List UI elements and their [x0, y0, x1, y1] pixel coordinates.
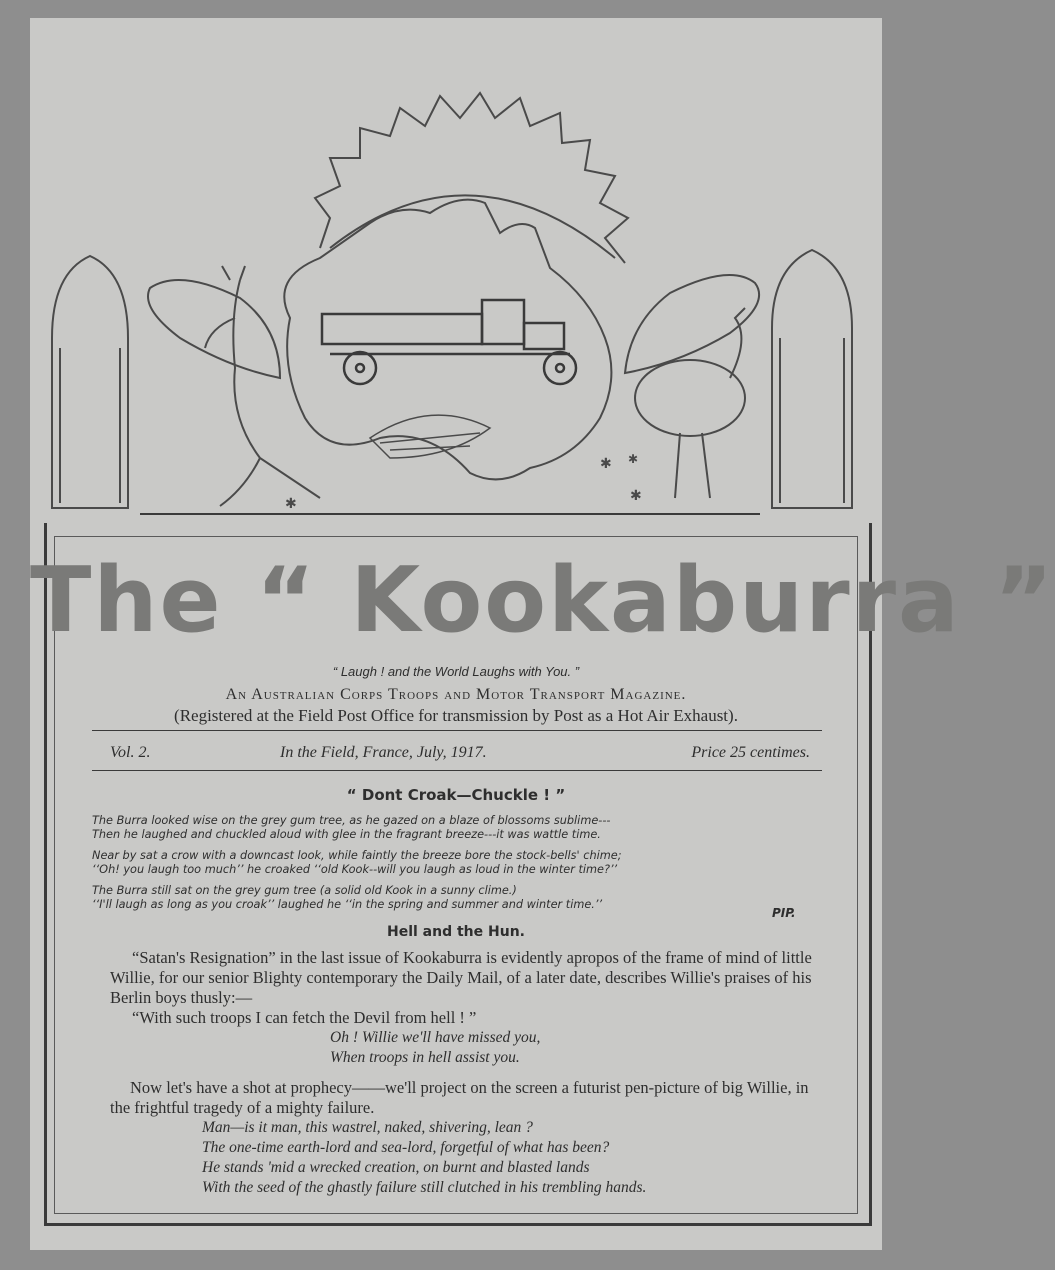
volume-label: Vol. 2. [110, 744, 151, 761]
magazine-page [30, 18, 1055, 1250]
southern-cross-icon [285, 452, 642, 512]
poem-title: “ Dont Croak—Chuckle ! ” [346, 786, 566, 804]
registration-note: (Registered at the Field Post Office for transmission by Post as a Hot Air Exhaust). [174, 706, 738, 725]
propeller-left-icon [148, 280, 280, 378]
poem-line: The Burra still sat on the grey gum tree (a solid old Kook in a sunny clime.) [92, 884, 517, 897]
shell-left-icon [52, 256, 128, 508]
svg-text:✱: ✱ [628, 452, 639, 466]
price-label: Price 25 centimes. [691, 744, 810, 761]
svg-text:✱: ✱ [285, 497, 297, 512]
rule-top [92, 730, 822, 731]
australia-map-icon [284, 200, 611, 480]
rising-sun-icon [315, 93, 628, 263]
kangaroo-icon [205, 266, 320, 506]
verse-line: When troops in hell assist you. [330, 1049, 520, 1066]
shell-right-icon [772, 250, 852, 508]
verse-line: He stands 'mid a wrecked creation, on burnt and blasted lands [202, 1159, 590, 1176]
article-paragraph: Now let's have a shot at prophecy——we'll project on the screen a futurist pen-picture of big Willie, in the frightful tragedy of a mighty failure. [110, 1078, 809, 1117]
verse-line: Man—is it man, this wastrel, naked, shivering, lean ? [202, 1119, 533, 1136]
poem-line: Near by sat a crow with a downcast look, while faintly the breeze bore the stock-bells' chime; [92, 849, 622, 862]
poem-line: ‘‘Oh! you laugh too much’’ he croaked ‘‘old Kook--will you laugh as loud in the winter time?’’ [92, 863, 618, 876]
place-date-label: In the Field, France, July, 1917. [280, 744, 487, 761]
masthead-motto: “ Laugh ! and the World Laughs with You. ” [332, 664, 580, 679]
poem-body [92, 814, 832, 912]
masthead-illustration [30, 18, 882, 528]
poem-line: ‘‘I'll laugh as long as you croak’’ laughed he ‘‘in the spring and summer and winter time.’’ [92, 898, 603, 911]
poem-signature: PIP. [772, 906, 796, 920]
masthead-subtitle: An Australian Corps Troops and Motor Transport Magazine. [225, 686, 687, 703]
article-title: Hell and the Hun. [387, 924, 525, 940]
verse-line: Oh ! Willie we'll have missed you, [330, 1029, 541, 1046]
emu-icon [635, 308, 745, 498]
verse-line: With the seed of the ghastly failure still clutched in his trembling hands. [202, 1179, 647, 1196]
truck-icon [322, 300, 576, 384]
poem-line: Then he laughed and chuckled aloud with glee in the fragrant breeze---it was wattle time. [92, 828, 601, 841]
article-body [110, 948, 830, 1198]
svg-text:✱: ✱ [600, 457, 612, 472]
article-paragraph: “Satan's Resignation” in the last issue of Kookaburra is evidently apropos of the frame of mind of little Willie, for our senior Blighty contemporary the Daily Mail, of a later date, describes Willie's praises of his Berlin boys thusly:— [110, 948, 812, 1007]
verse-line: The one-time earth-lord and sea-lord, forgetful of what has been? [202, 1139, 610, 1156]
poem-line: The Burra looked wise on the grey gum tree, as he gazed on a blaze of blossoms sublime--- [92, 814, 611, 827]
svg-text:✱: ✱ [630, 489, 642, 504]
article-quote: “With such troops I can fetch the Devil from hell ! ” [132, 1008, 477, 1027]
rule-bottom [92, 770, 822, 771]
issue-info-row [110, 744, 810, 766]
masthead-title: The “ Kookaburra ” [30, 548, 1055, 653]
